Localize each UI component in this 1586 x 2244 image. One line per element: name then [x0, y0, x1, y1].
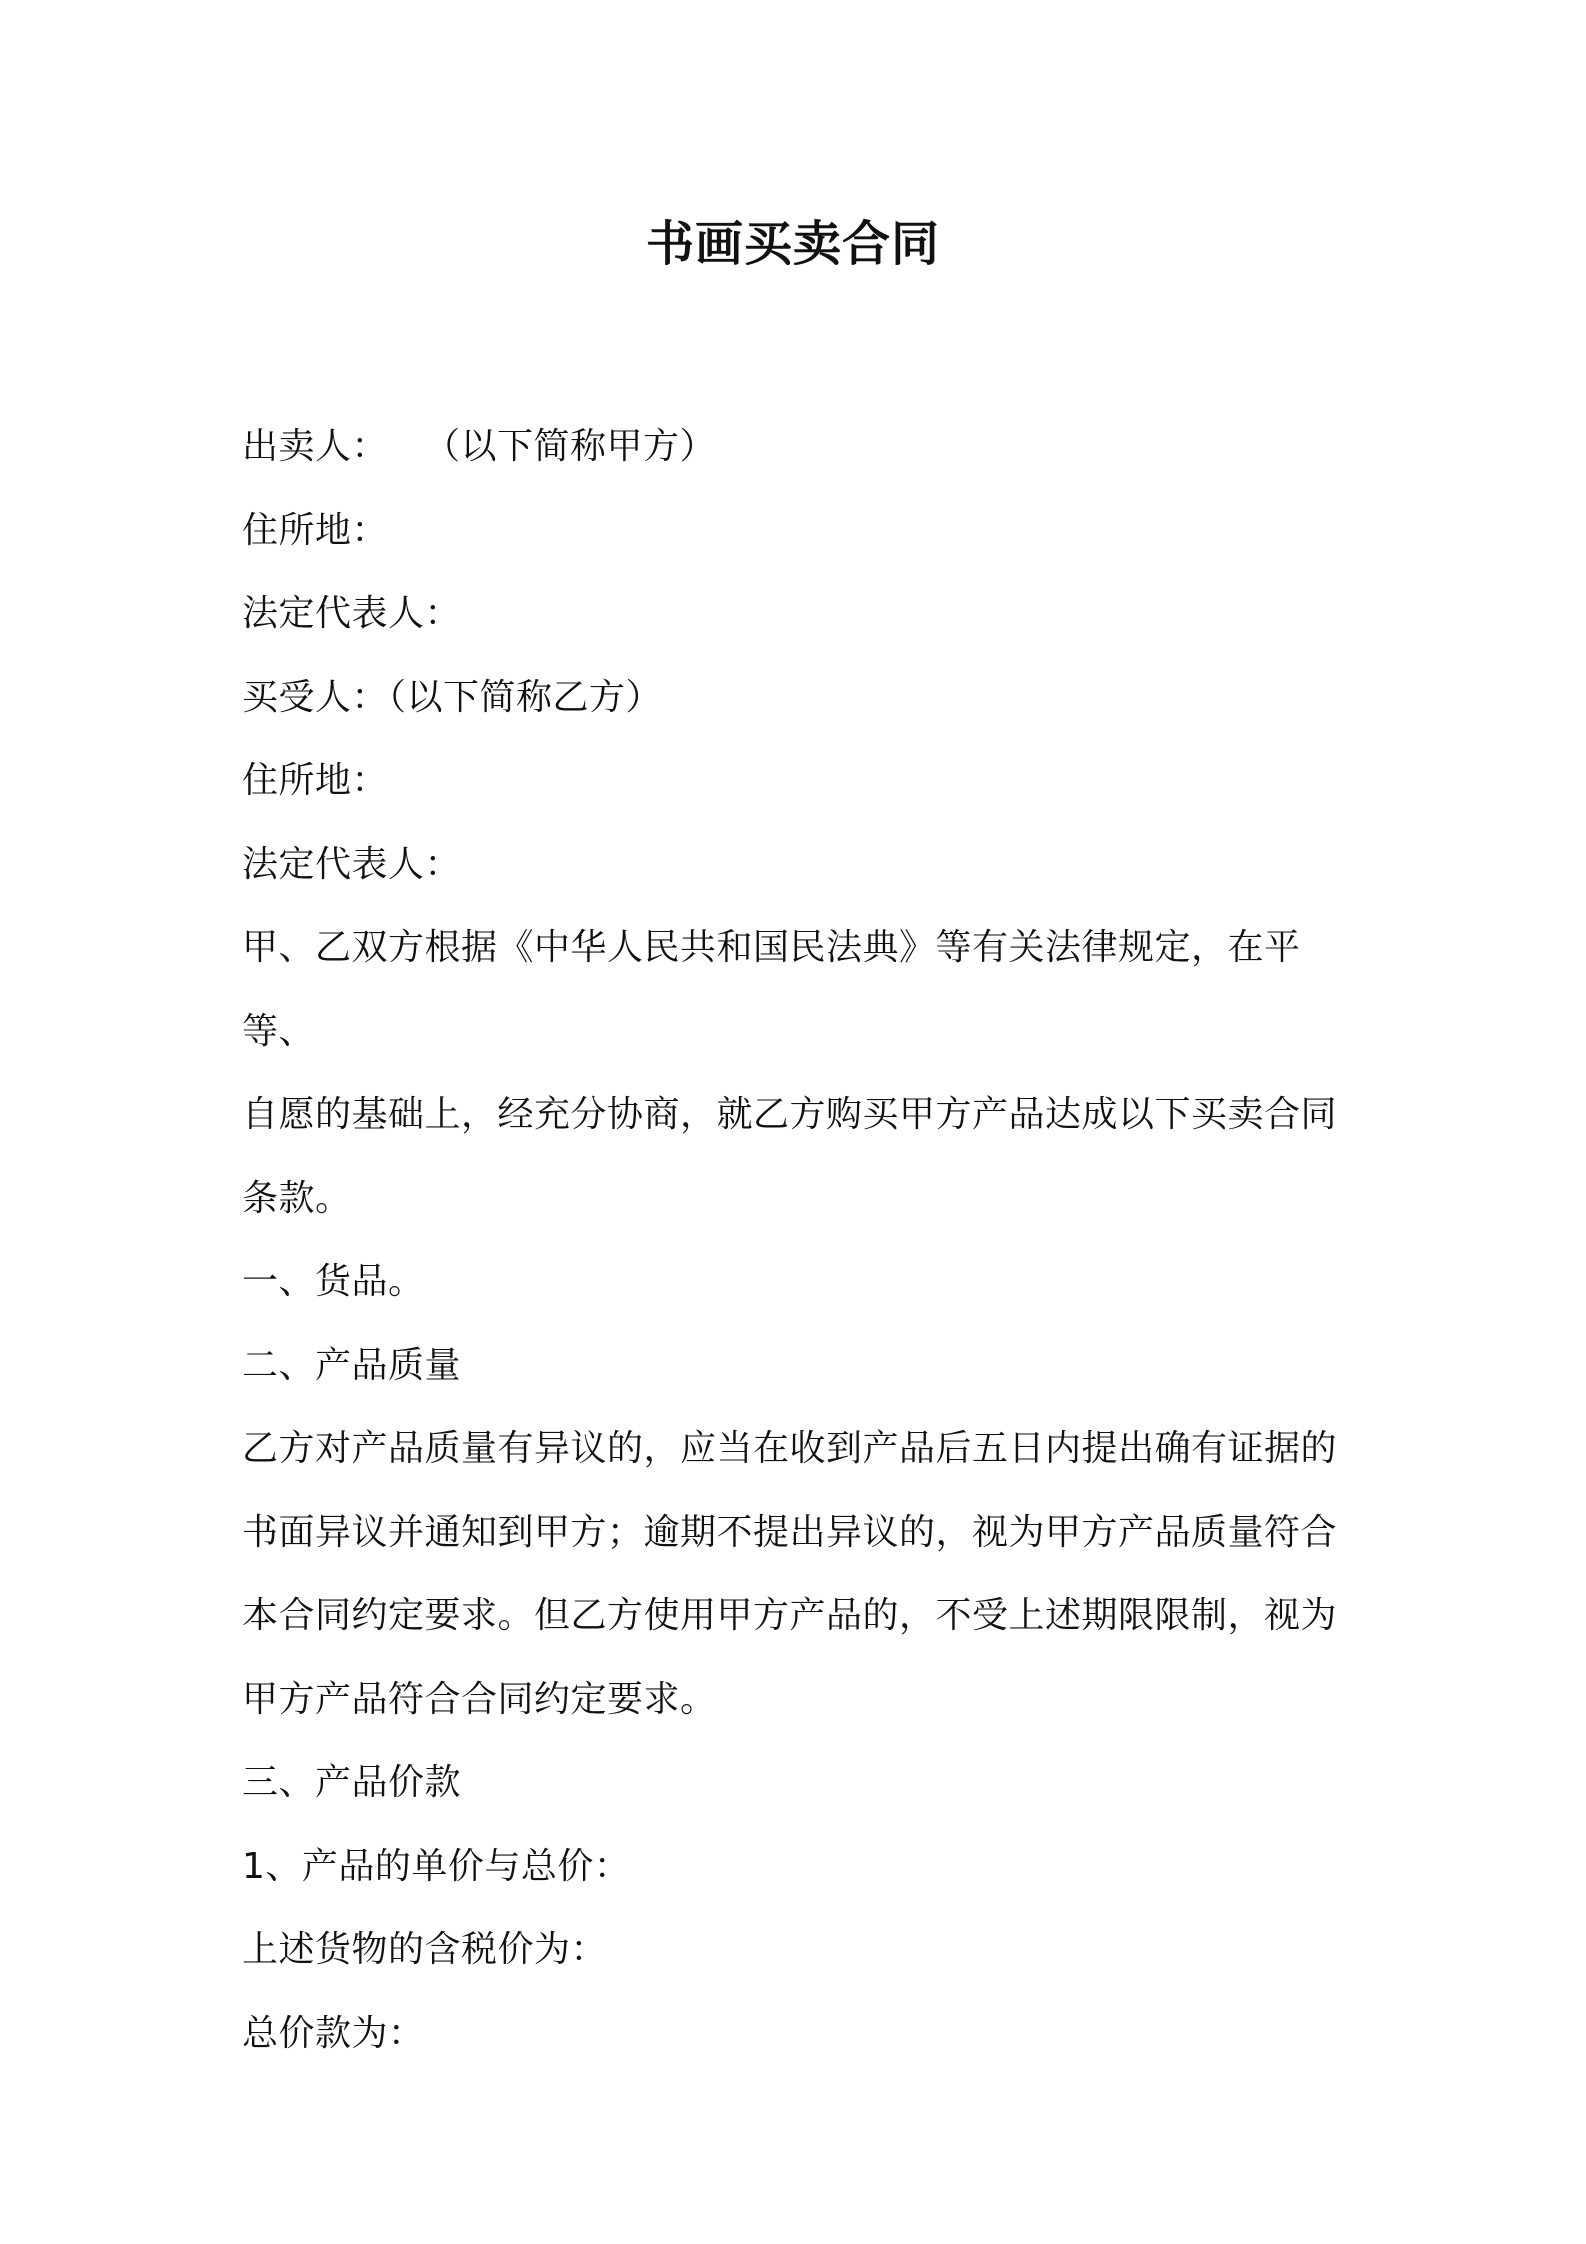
- buyer-representative: 法定代表人：: [242, 843, 462, 885]
- buyer-address: 住所地：: [242, 760, 389, 801]
- section-2-heading: 二、产品质量: [242, 1344, 462, 1386]
- preamble-line-1: 甲、乙双方根据《中华人民共和国民法典》等有关法律规定，在平等、: [242, 927, 1301, 1052]
- section-3-heading: 三、产品价款: [242, 1762, 462, 1803]
- seller-label: 出卖人：: [242, 426, 389, 467]
- document-title: 书画买卖合同: [645, 216, 940, 272]
- section-3-total: 总价款为：: [242, 2012, 425, 2054]
- seller-line: [242, 405, 1362, 489]
- section-2-line-4: 甲方产品符合合同约定要求。: [242, 1678, 717, 1720]
- section-2-line-3: 本合同约定要求。但乙方使用甲方产品的，不受上述期限限制，视为: [242, 1595, 1338, 1636]
- seller-note: （以下简称甲方）: [424, 426, 717, 467]
- section-2-line-2: 书面异议并通知到甲方；逾期不提出异议的，视为甲方产品质量符合: [242, 1511, 1338, 1553]
- preamble-line-2: 自愿的基础上，经充分协商，就乙方购买甲方产品达成以下买卖合同: [242, 1094, 1338, 1135]
- section-3-tax-price: 上述货物的含税价为：: [242, 1929, 608, 1970]
- section-1-heading: 一、货品。: [242, 1261, 425, 1302]
- section-2-line-1: 乙方对产品质量有异议的，应当在收到产品后五日内提出确有证据的: [242, 1428, 1338, 1469]
- seller-representative: 法定代表人：: [242, 593, 462, 634]
- preamble-line-3: 条款。: [242, 1177, 352, 1219]
- section-3-item-1: 1、产品的单价与总价：: [242, 1845, 631, 1887]
- buyer-line: 买受人：（以下简称乙方）: [242, 676, 663, 718]
- contract-body: [242, 405, 1362, 2075]
- seller-address: 住所地：: [242, 509, 389, 551]
